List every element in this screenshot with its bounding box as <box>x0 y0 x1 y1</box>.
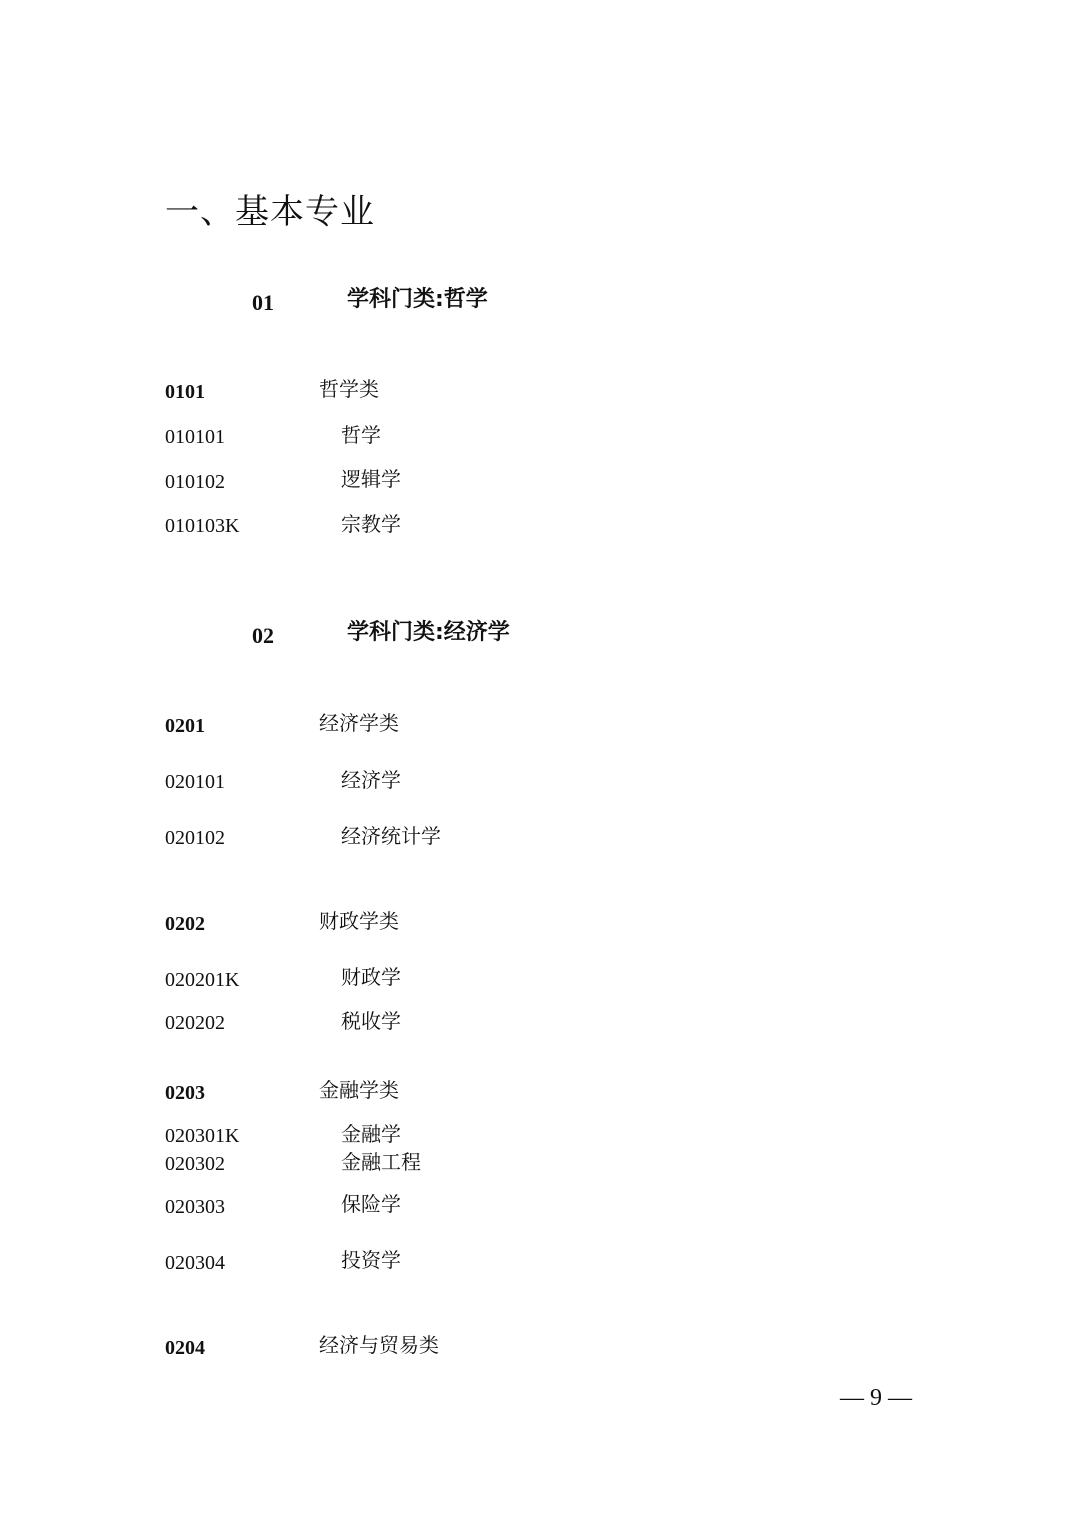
class-code: 0101 <box>165 381 205 403</box>
major-name: 保险学 <box>341 1192 401 1216</box>
major-name: 金融工程 <box>341 1150 421 1174</box>
major-name: 宗教学 <box>341 512 401 536</box>
major-name: 税收学 <box>341 1009 401 1033</box>
class-code: 0201 <box>165 715 205 737</box>
class-code: 0203 <box>165 1082 205 1104</box>
major-name: 经济统计学 <box>341 824 441 848</box>
section-title: 一、基本专业 <box>165 192 375 232</box>
class-name: 哲学类 <box>319 377 379 401</box>
category-label: 学科门类:哲学 <box>347 287 488 312</box>
major-code: 010101 <box>165 426 225 448</box>
major-name: 逻辑学 <box>341 467 401 491</box>
class-name: 财政学类 <box>319 909 399 933</box>
major-code: 010102 <box>165 471 225 493</box>
major-name: 哲学 <box>341 423 381 447</box>
major-code: 020302 <box>165 1153 225 1175</box>
category-code: 01 <box>252 290 274 315</box>
class-name: 金融学类 <box>319 1078 399 1102</box>
major-name: 金融学 <box>341 1122 401 1146</box>
category-code: 02 <box>252 623 274 648</box>
major-code: 020202 <box>165 1012 225 1034</box>
major-code: 020303 <box>165 1196 225 1218</box>
major-code: 020301K <box>165 1125 240 1147</box>
major-code: 020201K <box>165 969 240 991</box>
major-name: 经济学 <box>341 768 401 792</box>
major-name: 财政学 <box>341 965 401 989</box>
major-code: 020304 <box>165 1252 225 1274</box>
major-name: 投资学 <box>341 1248 401 1272</box>
category-label: 学科门类:经济学 <box>347 620 510 645</box>
page-number: — 9 — <box>840 1385 912 1411</box>
class-code: 0202 <box>165 913 205 935</box>
class-name: 经济与贸易类 <box>319 1333 439 1357</box>
major-code: 010103K <box>165 515 240 537</box>
class-code: 0204 <box>165 1337 205 1359</box>
class-name: 经济学类 <box>319 711 399 735</box>
major-code: 020101 <box>165 771 225 793</box>
major-code: 020102 <box>165 827 225 849</box>
